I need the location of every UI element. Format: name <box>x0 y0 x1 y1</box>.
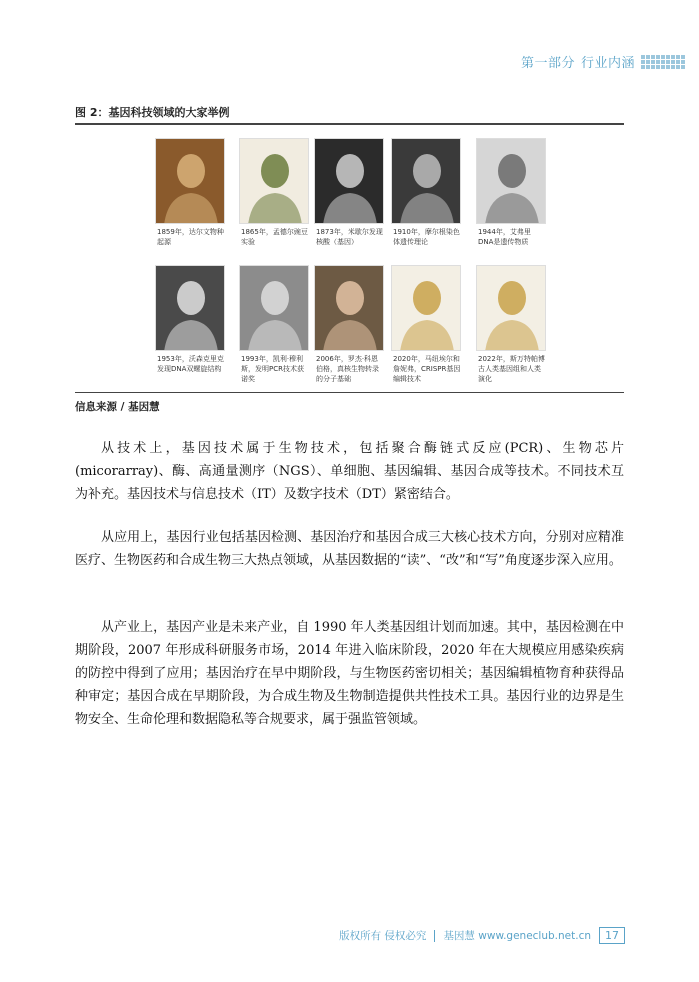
portrait-card <box>155 138 225 247</box>
paragraph-industry: 从产业上，基因产业是未来产业，自 1990 年人类基因组计划而加速。其中，基因检测在中期阶段，2007 年形成科研服务市场，2014 年进入临床阶段，2020 年在大规模应用感染疾病的防控中得到了应用；基因治疗在早中期阶段，与生物医药密切相关；基因编辑植物育种获得品种审定；基因合成在早期阶段，为合成生物及生物制造提供共性技术工具。基因行业的边界是生物安全、生命伦理和数据隐私等合规要求，属于强监管领域。 <box>75 620 624 727</box>
portrait-caption: 1953年，沃森克里克发现DNA双螺旋结构 <box>157 355 224 373</box>
portrait-card <box>476 138 546 247</box>
portrait-caption: 2022年，斯万特帕博 古人类基因组和人类演化 <box>478 355 545 383</box>
footer-rights: 版权所有 侵权必究 <box>339 930 427 942</box>
portrait-caption: 1865年，孟德尔豌豆实验 <box>241 228 308 246</box>
portrait-caption: 1993年，凯利·穆利斯，发明PCR技术获诺奖 <box>241 355 304 383</box>
portrait-caption: 1859年，达尔文物种起源 <box>157 228 224 246</box>
figure-title: 图 2：基因科技领域的大家举例 <box>75 106 230 119</box>
page-footer <box>339 927 625 944</box>
portrait-card <box>314 138 384 247</box>
portrait-caption: 1873年，米歇尔发现核酸（基因） <box>316 228 383 246</box>
footer-divider <box>434 930 435 942</box>
portrait-card <box>476 265 546 384</box>
portrait-photo <box>155 138 225 224</box>
header-section-label: 行业内涵 <box>580 56 635 71</box>
portrait-photo <box>314 138 384 224</box>
portrait-card <box>239 265 309 384</box>
figure-bottom-rule <box>75 392 624 393</box>
portrait-card <box>391 138 461 247</box>
paragraph-application: 从应用上，基因行业包括基因检测、基因治疗和基因合成三大核心技术方向，分别对应精准医疗、生物医药和合成生物三大热点领域，从基因数据的“读”、“改”和“写”角度逐步深入应用。 <box>75 530 624 568</box>
header-dot-grid-icon <box>641 55 685 69</box>
portrait-photo <box>391 138 461 224</box>
portrait-caption: 2006年，罗杰·科恩伯格，真核生物转录的分子基础 <box>316 355 379 383</box>
portrait-card <box>155 265 225 374</box>
portrait-photo <box>239 265 309 351</box>
paragraph-technology: 从技术上，基因技术属于生物技术，包括聚合酶链式反应(PCR)、生物芯片(micorarray)、酶、高通量测序（NGS）、单细胞、基因编辑、基因合成等技术。不同技术互为补充。基因技术与信息技术（IT）及数字技术（DT）紧密结合。 <box>75 441 624 502</box>
portrait-caption: 1910年，摩尔根染色体遗传理论 <box>393 228 460 246</box>
portrait-card <box>391 265 461 384</box>
portrait-photo <box>476 138 546 224</box>
portrait-photo <box>239 138 309 224</box>
page-header <box>521 52 685 71</box>
header-part-label: 第一部分 <box>520 56 575 71</box>
portrait-card <box>314 265 384 384</box>
page-number: 17 <box>599 927 625 944</box>
portrait-caption: 1944年，艾弗里DNA是遗传物质 <box>478 228 531 246</box>
portrait-photo <box>155 265 225 351</box>
portrait-caption: 2020年，马纽埃尔和詹妮弗，CRISPR基因编辑技术 <box>393 355 461 383</box>
portrait-photo <box>391 265 461 351</box>
portrait-photo <box>314 265 384 351</box>
portrait-card <box>239 138 309 247</box>
figure-top-rule <box>75 123 624 125</box>
footer-brand: 基因慧 www.geneclub.net.cn <box>443 930 591 942</box>
figure-source: 信息来源 / 基因慧 <box>75 401 160 413</box>
portrait-photo <box>476 265 546 351</box>
